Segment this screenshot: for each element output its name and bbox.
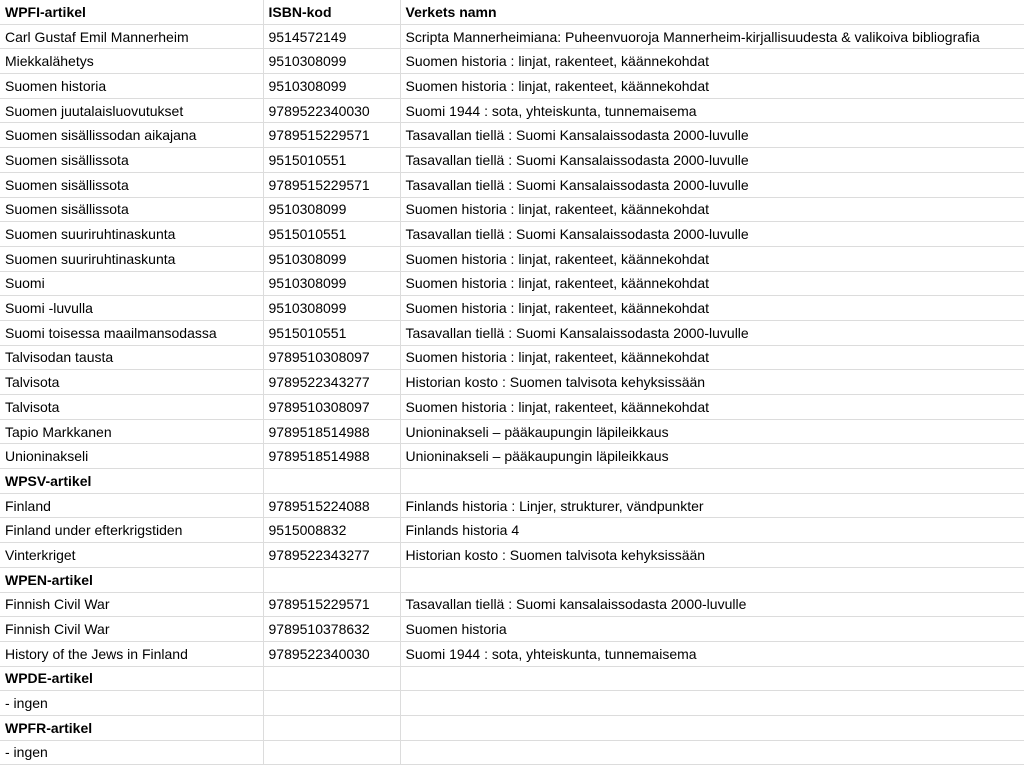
cell-article[interactable]: Finnish Civil War: [0, 617, 263, 642]
cell-article[interactable]: Suomen sisällissota: [0, 148, 263, 173]
cell-isbn[interactable]: [263, 666, 400, 691]
cell-article[interactable]: Suomen historia: [0, 74, 263, 99]
cell-isbn[interactable]: 9789510378632: [263, 617, 400, 642]
cell-isbn[interactable]: 9789522340030: [263, 641, 400, 666]
cell-title[interactable]: Tasavallan tiellä : Suomi kansalaissodasta 2000-luvulle: [400, 592, 1024, 617]
cell-isbn[interactable]: 9510308099: [263, 49, 400, 74]
cell-isbn[interactable]: 9789518514988: [263, 419, 400, 444]
table-row: [0, 148, 1024, 173]
table-row: [0, 493, 1024, 518]
cell-isbn[interactable]: 9510308099: [263, 246, 400, 271]
cell-article[interactable]: Talvisota: [0, 395, 263, 420]
cell-article[interactable]: Carl Gustaf Emil Mannerheim: [0, 24, 263, 49]
cell-title[interactable]: [400, 567, 1024, 592]
cell-article[interactable]: Suomen suuriruhtinaskunta: [0, 222, 263, 247]
cell-title[interactable]: Suomen historia : linjat, rakenteet, käännekohdat: [400, 395, 1024, 420]
cell-isbn[interactable]: 9789515229571: [263, 123, 400, 148]
table-row: [0, 24, 1024, 49]
cell-title[interactable]: Suomen historia : linjat, rakenteet, käännekohdat: [400, 49, 1024, 74]
cell-isbn[interactable]: 9515010551: [263, 320, 400, 345]
cell-title[interactable]: Suomen historia : linjat, rakenteet, käännekohdat: [400, 197, 1024, 222]
table-row: [0, 222, 1024, 247]
cell-title[interactable]: [400, 740, 1024, 765]
cell-article[interactable]: Finland: [0, 493, 263, 518]
table-row: [0, 197, 1024, 222]
cell-title[interactable]: Suomi 1944 : sota, yhteiskunta, tunnemaisema: [400, 98, 1024, 123]
table-row: [0, 246, 1024, 271]
table-row: [0, 641, 1024, 666]
cell-isbn[interactable]: 9510308099: [263, 197, 400, 222]
cell-isbn[interactable]: 9510308099: [263, 271, 400, 296]
cell-isbn[interactable]: 9789515229571: [263, 592, 400, 617]
table-row: [0, 172, 1024, 197]
cell-isbn[interactable]: 9789522343277: [263, 543, 400, 568]
cell-isbn[interactable]: 9510308099: [263, 296, 400, 321]
table-row: [0, 617, 1024, 642]
cell-article[interactable]: WPDE-artikel: [0, 666, 263, 691]
cell-isbn[interactable]: 9789518514988: [263, 444, 400, 469]
cell-title[interactable]: [400, 666, 1024, 691]
cell-isbn[interactable]: 9789515229571: [263, 172, 400, 197]
table-row: [0, 691, 1024, 716]
cell-article[interactable]: Suomi toisessa maailmansodassa: [0, 320, 263, 345]
table-row: [0, 98, 1024, 123]
cell-title[interactable]: Suomen historia : linjat, rakenteet, käännekohdat: [400, 345, 1024, 370]
cell-title[interactable]: [400, 691, 1024, 716]
cell-title[interactable]: Suomen historia : linjat, rakenteet, käännekohdat: [400, 296, 1024, 321]
cell-article[interactable]: WPFR-artikel: [0, 715, 263, 740]
cell-article[interactable]: Unioninakseli: [0, 444, 263, 469]
table-row: [0, 592, 1024, 617]
cell-isbn[interactable]: 9789522343277: [263, 370, 400, 395]
cell-isbn[interactable]: 9789510308097: [263, 345, 400, 370]
cell-title[interactable]: Tasavallan tiellä : Suomi Kansalaissodasta 2000-luvulle: [400, 148, 1024, 173]
cell-title[interactable]: Unioninakseli – pääkaupungin läpileikkaus: [400, 444, 1024, 469]
cell-article[interactable]: WPEN-artikel: [0, 567, 263, 592]
table-row: [0, 296, 1024, 321]
table-row: [0, 345, 1024, 370]
cell-article[interactable]: - ingen: [0, 691, 263, 716]
cell-title[interactable]: Suomi 1944 : sota, yhteiskunta, tunnemaisema: [400, 641, 1024, 666]
cell-article[interactable]: Finnish Civil War: [0, 592, 263, 617]
cell-article[interactable]: Suomen juutalaisluovutukset: [0, 98, 263, 123]
header-cell-isbn[interactable]: ISBN-kod: [263, 0, 400, 24]
cell-title[interactable]: [400, 469, 1024, 494]
cell-article[interactable]: Suomen suuriruhtinaskunta: [0, 246, 263, 271]
table-row: [0, 49, 1024, 74]
cell-isbn[interactable]: 9510308099: [263, 74, 400, 99]
cell-isbn[interactable]: 9515010551: [263, 222, 400, 247]
table-row: [0, 395, 1024, 420]
cell-isbn[interactable]: 9515010551: [263, 148, 400, 173]
cell-article[interactable]: History of the Jews in Finland: [0, 641, 263, 666]
table-row: [0, 740, 1024, 765]
cell-article[interactable]: - ingen: [0, 740, 263, 765]
cell-title[interactable]: Tasavallan tiellä : Suomi Kansalaissodasta 2000-luvulle: [400, 123, 1024, 148]
table-row: [0, 419, 1024, 444]
cell-isbn[interactable]: 9789522340030: [263, 98, 400, 123]
table-row: [0, 74, 1024, 99]
cell-article[interactable]: Talvisodan tausta: [0, 345, 263, 370]
cell-isbn[interactable]: 9789510308097: [263, 395, 400, 420]
section-header-row: [0, 567, 1024, 592]
table-row: [0, 444, 1024, 469]
cell-title[interactable]: Finlands historia 4: [400, 518, 1024, 543]
cell-article[interactable]: Vinterkriget: [0, 543, 263, 568]
cell-title[interactable]: Scripta Mannerheimiana: Puheenvuoroja Mannerheim-kirjallisuudesta & valikoiva bibliografia: [400, 24, 1024, 49]
table-row: [0, 518, 1024, 543]
cell-isbn[interactable]: [263, 715, 400, 740]
section-header-row: [0, 666, 1024, 691]
cell-isbn[interactable]: 9789515224088: [263, 493, 400, 518]
cell-title[interactable]: Tasavallan tiellä : Suomi Kansalaissodasta 2000-luvulle: [400, 222, 1024, 247]
table-row: [0, 123, 1024, 148]
cell-isbn[interactable]: [263, 567, 400, 592]
cell-isbn[interactable]: [263, 469, 400, 494]
table-row: [0, 271, 1024, 296]
header-cell-title[interactable]: Verkets namn: [400, 0, 1024, 24]
table-row: [0, 320, 1024, 345]
section-header-row: [0, 715, 1024, 740]
cell-article[interactable]: Suomen sisällissodan aikajana: [0, 123, 263, 148]
cell-title[interactable]: Historian kosto : Suomen talvisota kehyksissään: [400, 370, 1024, 395]
header-cell-article[interactable]: WPFI-artikel: [0, 0, 263, 24]
table-row: [0, 370, 1024, 395]
cell-article[interactable]: Miekkalähetys: [0, 49, 263, 74]
cell-article[interactable]: Finland under efterkrigstiden: [0, 518, 263, 543]
cell-article[interactable]: Tapio Markkanen: [0, 419, 263, 444]
cell-title[interactable]: Historian kosto : Suomen talvisota kehyksissään: [400, 543, 1024, 568]
cell-title[interactable]: Suomen historia : linjat, rakenteet, käännekohdat: [400, 246, 1024, 271]
cell-article[interactable]: Suomi -luvulla: [0, 296, 263, 321]
cell-title[interactable]: Unioninakseli – pääkaupungin läpileikkaus: [400, 419, 1024, 444]
cell-title[interactable]: Finlands historia : Linjer, strukturer, vändpunkter: [400, 493, 1024, 518]
cell-article[interactable]: Suomi: [0, 271, 263, 296]
cell-article[interactable]: WPSV-artikel: [0, 469, 263, 494]
table-row: [0, 543, 1024, 568]
cell-title[interactable]: Tasavallan tiellä : Suomi Kansalaissodasta 2000-luvulle: [400, 172, 1024, 197]
cell-article[interactable]: Suomen sisällissota: [0, 197, 263, 222]
cell-article[interactable]: Talvisota: [0, 370, 263, 395]
cell-isbn[interactable]: 9514572149: [263, 24, 400, 49]
cell-title[interactable]: Tasavallan tiellä : Suomi Kansalaissodasta 2000-luvulle: [400, 320, 1024, 345]
header-row: [0, 0, 1024, 24]
cell-isbn[interactable]: [263, 691, 400, 716]
cell-isbn[interactable]: 9515008832: [263, 518, 400, 543]
cell-title[interactable]: Suomen historia: [400, 617, 1024, 642]
cell-isbn[interactable]: [263, 740, 400, 765]
section-header-row: [0, 469, 1024, 494]
cell-title[interactable]: [400, 715, 1024, 740]
cell-title[interactable]: Suomen historia : linjat, rakenteet, käännekohdat: [400, 271, 1024, 296]
cell-article[interactable]: Suomen sisällissota: [0, 172, 263, 197]
cell-title[interactable]: Suomen historia : linjat, rakenteet, käännekohdat: [400, 74, 1024, 99]
